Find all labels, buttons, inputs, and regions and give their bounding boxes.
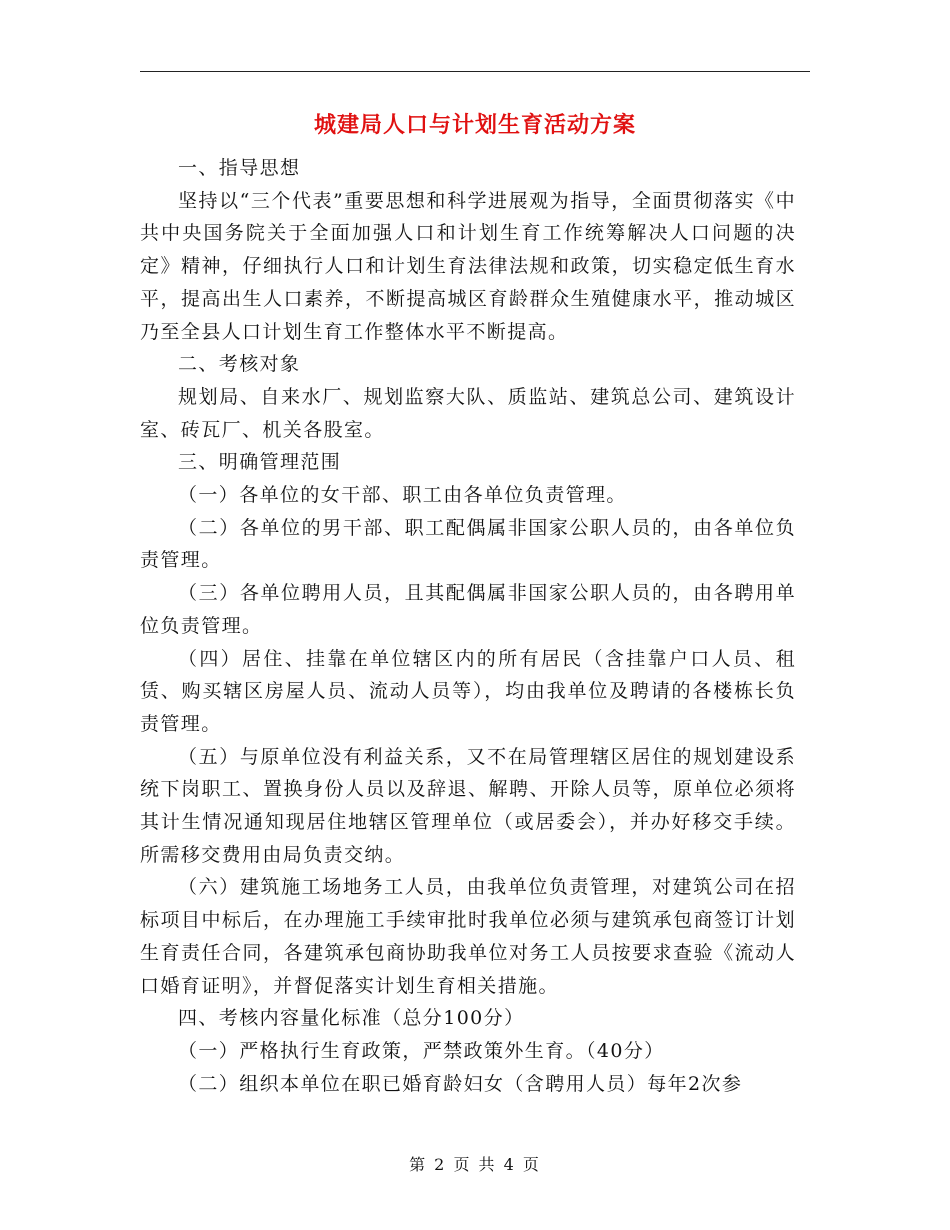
paragraph-scope-6: （六）建筑施工场地务工人员，由我单位负责管理，对建筑公司在招标项目中标后，在办理施工手续审批时我单位必须与建筑承包商签订计划生育责任合同，各建筑承包商协助我单位对务工人员按要求查验《流动人口婚育证明》，并督促落实计划生育相关措施。 xyxy=(140,876,796,997)
header-rule xyxy=(140,71,810,72)
paragraph-assessment-targets: 规划局、自来水厂、规划监察大队、质监站、建筑总公司、建筑设计室、砖瓦厂、机关各股室。 xyxy=(140,385,796,441)
document-body xyxy=(140,152,796,1100)
document-title: 城建局人口与计划生育活动方案 xyxy=(313,112,636,138)
paragraph-guiding-ideology: 坚持以“三个代表”重要思想和科学进展观为指导，全面贯彻落实《中共中央国务院关于全面加强人口和计划生育工作统筹解决人口问题的决定》精神，仔细执行人口和计划生育法律法规和政策，切实稳定低生育水平，提高出生人口素养，不断提高城区育龄群众生殖健康水平，推动城区乃至全县人口计划生育工作整体水平不断提高。 xyxy=(140,189,796,343)
paragraph-scope-1: （一）各单位的女干部、职工由各单位负责管理。 xyxy=(178,484,627,507)
section-heading-3: 三、明确管理范围 xyxy=(178,451,342,474)
paragraph-scope-4: （四）居住、挂靠在单位辖区内的所有居民（含挂靠户口人员、租赁、购买辖区房屋人员、流动人员等），均由我单位及聘请的各楼栋长负责管理。 xyxy=(140,647,796,735)
paragraph-criteria-1: （一）严格执行生育政策，严禁政策外生育。（40分） xyxy=(178,1039,665,1062)
paragraph-scope-2: （二）各单位的男干部、职工配偶属非国家公职人员的，由各单位负责管理。 xyxy=(140,516,796,572)
paragraph-criteria-2: （二）组织本单位在职已婚育龄妇女（含聘用人员）每年2次参 xyxy=(178,1072,743,1095)
paragraph-scope-5: （五）与原单位没有利益关系，又不在局管理辖区居住的规划建设系统下岗职工、置换身份人员以及辞退、解聘、开除人员等，原单位必须将其计生情况通知现居住地辖区管理单位（或居委会），并办好移交手续。所需移交费用由局负责交纳。 xyxy=(140,745,796,866)
section-heading-1: 一、指导思想 xyxy=(178,157,301,179)
paragraph-scope-3: （三）各单位聘用人员，且其配偶属非国家公职人员的，由各聘用单位负责管理。 xyxy=(140,582,796,637)
section-heading-4: 四、考核内容量化标准（总分100分） xyxy=(178,1007,525,1030)
section-heading-2: 二、考核对象 xyxy=(178,353,301,376)
page-number: 第 2 页 共 4 页 xyxy=(409,1155,541,1174)
